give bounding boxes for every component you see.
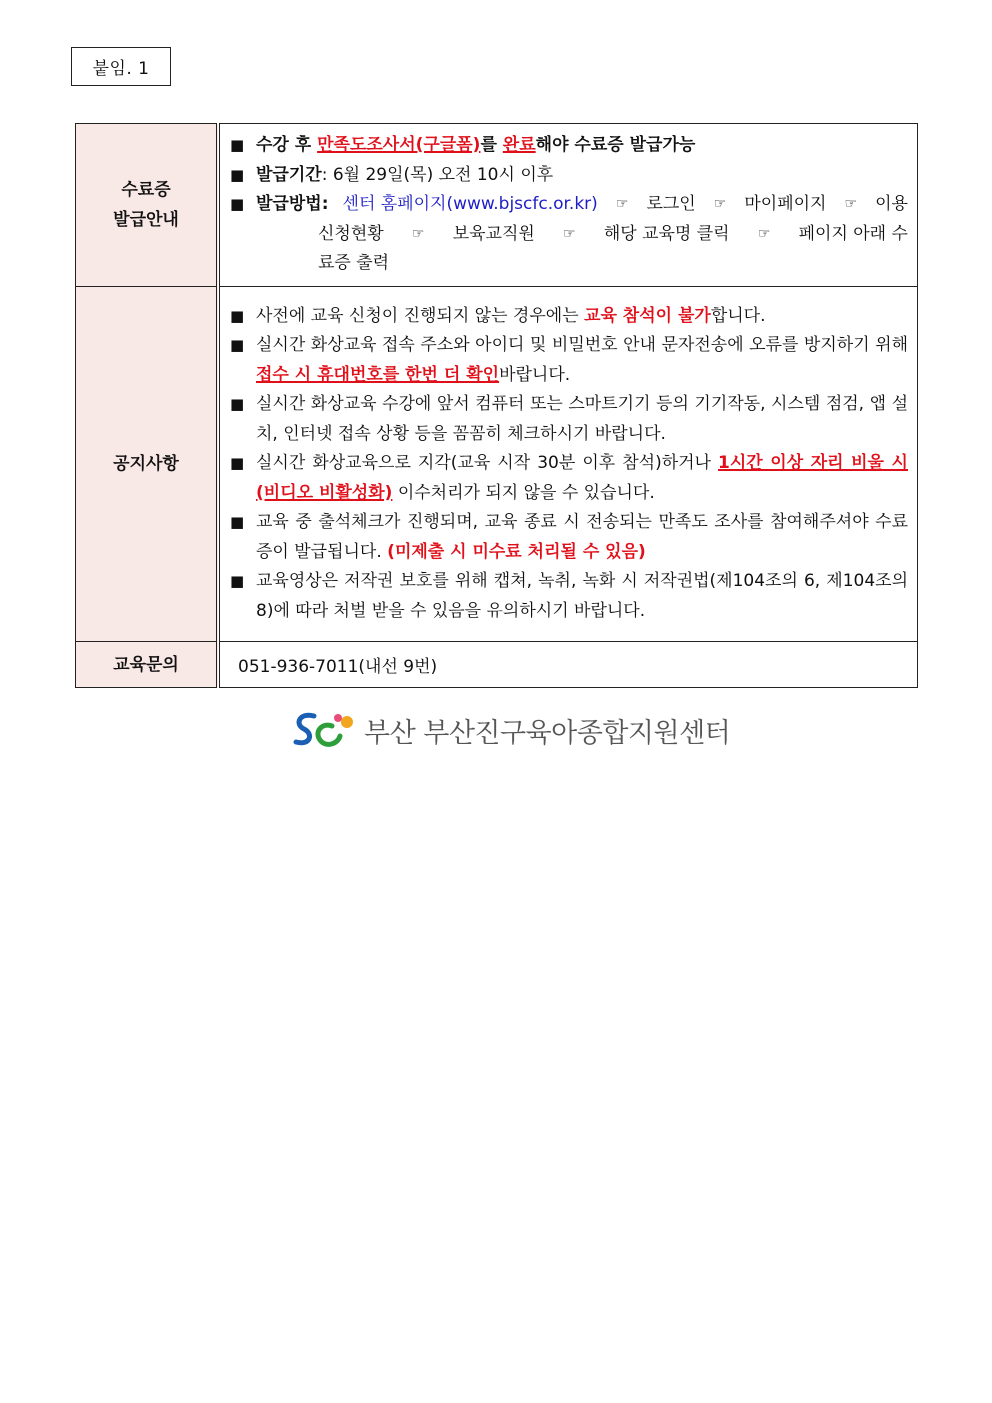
certificate-item-method-cont2: 료증 출력 (318, 253, 390, 274)
certificate-item-completion: ■ 수강 후 만족도조사서(구글폼)를 완료해야 수료증 발급가능 (230, 131, 908, 161)
pointing-hand-icon: ☞ (411, 225, 425, 242)
certificate-header (76, 124, 219, 287)
inquiry-header: 교육문의 (76, 642, 219, 688)
attachment-label: 붙임. 1 (71, 47, 171, 86)
bullet-icon: ■ (230, 336, 245, 355)
notice-item: ■ 사전에 교육 신청이 진행되지 않는 경우에는 교육 참석이 불가합니다. (230, 302, 908, 332)
bullet-icon: ■ (230, 165, 245, 184)
info-table (75, 123, 918, 688)
certificate-item-method: ■ 발급방법: 센터 홈페이지(www.bjscfc.or.kr) ☞ 로그인 ☞ 마이페이지 ☞ 이용 (230, 190, 908, 220)
period-key: 발급기간 (256, 164, 322, 185)
certificate-item-period (230, 161, 908, 191)
period-value: : 6월 29일(목) 오전 10시 이후 (321, 164, 554, 185)
inquiry-phone: 051-936-7011(내선 9번) (218, 642, 918, 688)
notice-body (218, 287, 918, 642)
bullet-icon: ■ (230, 136, 245, 155)
notice-item: ■ 실시간 화상교육 수강에 앞서 컴퓨터 또는 스마트기기 등의 기기작동, 시스템 점검, 앱 설치, 인터넷 접속 상황 등을 꼼꼼히 체크하시기 바랍니다. (230, 390, 908, 449)
center-logo-icon (292, 708, 356, 752)
method-key: 발급방법: (256, 194, 329, 215)
pointing-hand-icon: ☞ (563, 225, 576, 242)
center-logo (292, 708, 730, 752)
notice-item: ■ 실시간 화상교육 접속 주소와 아이디 및 비밀번호 안내 문자전송에 오류를 방지하기 위해 접수 시 휴대번호를 한번 더 확인바랍니다. (230, 331, 908, 390)
bullet-icon: ■ (230, 454, 245, 473)
notice-item: ■ 교육 중 출석체크가 진행되며, 교육 종료 시 전송되는 만족도 조사를 참여해주셔야 수료증이 발급됩니다. (미제출 시 미수료 처리될 수 있음) (230, 508, 908, 567)
bullet-icon: ■ (230, 306, 245, 325)
certificate-header-line1: 수료증 (121, 180, 171, 200)
notice-highlight: 교육 참석이 불가 (584, 305, 711, 326)
survey-highlight: 만족도조사서(구글폼) (317, 135, 481, 156)
certificate-row (76, 124, 918, 287)
pointing-hand-icon: ☞ (713, 196, 727, 213)
inquiry-row (76, 642, 918, 688)
certificate-body (218, 124, 918, 287)
bullet-icon: ■ (230, 195, 245, 214)
notice-row (76, 287, 918, 642)
homepage-link[interactable]: 센터 홈페이지(www.bjscfc.or.kr) (342, 194, 598, 215)
bullet-icon: ■ (230, 572, 245, 591)
bullet-icon: ■ (230, 513, 245, 532)
notice-highlight: (미제출 시 미수료 처리될 수 있음) (387, 541, 646, 562)
pointing-hand-icon: ☞ (615, 196, 629, 213)
notice-highlight: 1시간 이상 자리 비울 시(비디오 비활성화) (256, 453, 908, 503)
notice-highlight: 접수 시 휴대번호를 한번 더 확인 (256, 364, 500, 385)
bullet-icon: ■ (230, 395, 245, 414)
certificate-header-line2: 발급안내 (113, 210, 179, 230)
pointing-hand-icon: ☞ (844, 196, 858, 213)
notice-item: ■ 교육영상은 저작권 보호를 위해 캡쳐, 녹취, 녹화 시 저작권법(제104조의 6, 제104조의 8)에 따라 처벌 받을 수 있음을 유의하시기 바랍니다. (230, 567, 908, 626)
complete-highlight: 완료 (502, 135, 536, 156)
center-name: 부산 부산진구육아종합지원센터 (364, 717, 731, 749)
pointing-hand-icon: ☞ (757, 225, 771, 242)
notice-item: ■ 실시간 화상교육으로 지각(교육 시작 30분 이후 참석)하거나 1시간 이상 자리 비울 시(비디오 비활성화) 이수처리가 되지 않을 수 있습니다. (230, 449, 908, 508)
notice-header: 공지사항 (76, 287, 219, 642)
certificate-item-method-cont: 신청현황 ☞ 보육교직원 ☞ 해당 교육명 클릭 ☞ 페이지 아래 수 (230, 220, 908, 250)
